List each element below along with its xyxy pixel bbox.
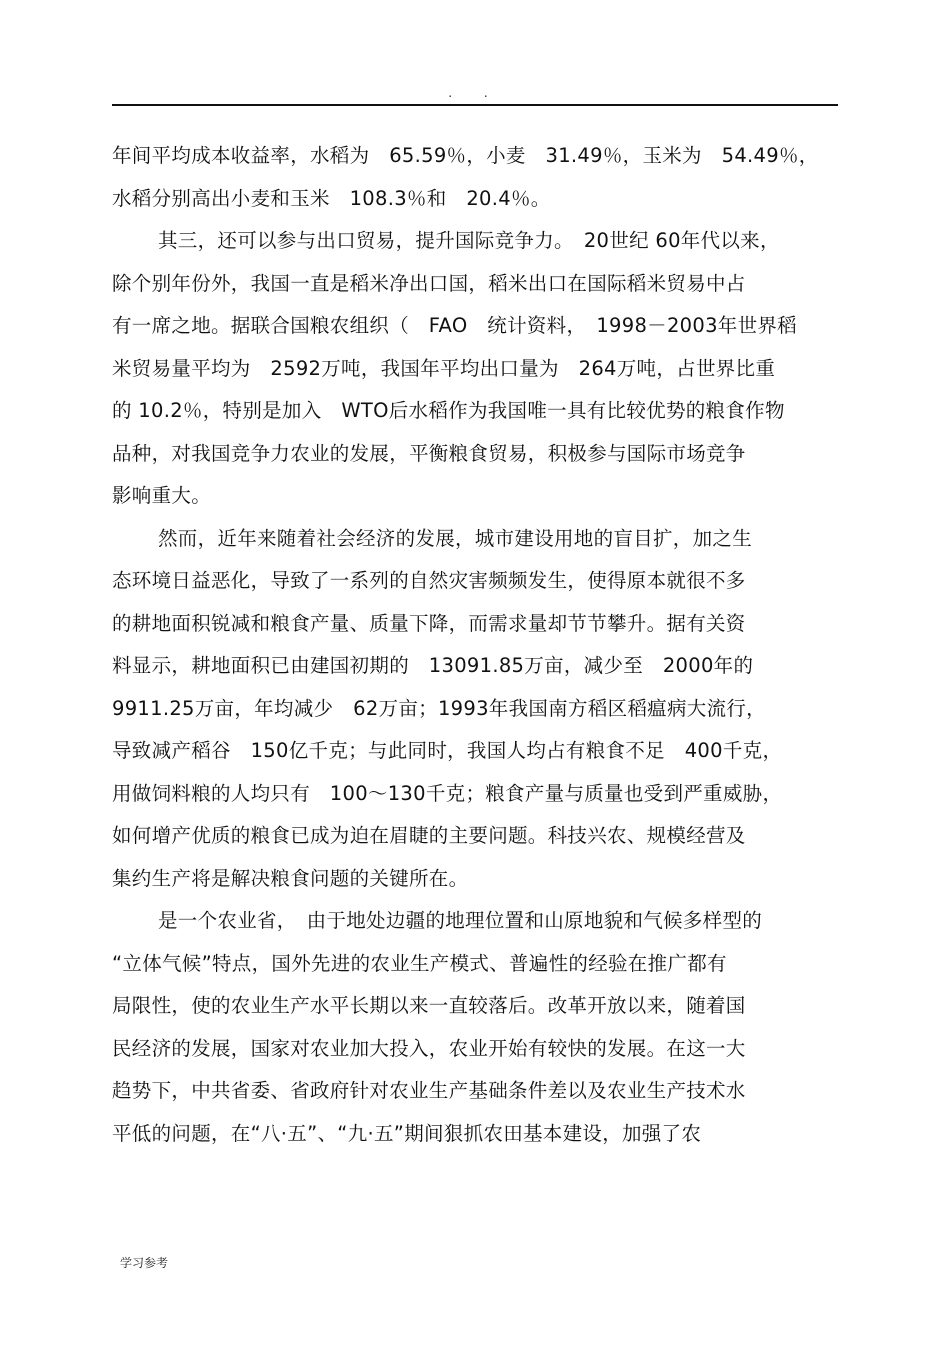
text-line: 的耕地面积锐减和粮食产量、质量下降，而需求量却节节攀升。据有关资 xyxy=(112,611,746,635)
text-line: 趋势下，中共省委、省政府针对农业生产基础条件差以及农业生产技术水 xyxy=(112,1079,746,1102)
text-line: 如何增产优质的粮食已成为迫在眉睫的主要问题。科技兴农、规模经营及 xyxy=(112,824,746,847)
text-line: 民经济的发展，国家对农业加大投入，农业开始有较快的发展。在这一大 xyxy=(112,1036,746,1060)
text-line: 导致减产稻谷 150亿千克；与此同时，我国人均占有粮食不足 400千克， xyxy=(112,739,783,762)
text-line: 集约生产将是解决粮食问题的关键所在。 xyxy=(112,866,469,890)
header-mark: . . xyxy=(448,86,502,100)
text-line: 除个别年份外，我国一直是稻米净出口国，稻米出口在国际稻米贸易中占 xyxy=(112,271,746,295)
text-line: 水稻分别高出小麦和玉米 108.3％和 20.4％。 xyxy=(112,186,551,210)
text-line: 9911.25万亩，年均减少 62万亩；1993年我国南方稻区稻瘟病大流行， xyxy=(112,696,766,720)
text-line: 态环境日益恶化，导致了一系列的自然灾害频频发生，使得原本就很不多 xyxy=(112,569,746,592)
text-line: “立体气候”特点，国外先进的农业生产模式、普遍性的经验在推广都有 xyxy=(112,951,727,975)
text-line: 品种，对我国竞争力农业的发展，平衡粮食贸易，积极参与国际市场竞争 xyxy=(112,441,746,465)
body-text xyxy=(112,135,838,1155)
text-line: 料显示，耕地面积已由建国初期的 13091.85万亩，减少至 2000年的 xyxy=(112,654,754,677)
text-line: 的 10.2％，特别是加入 WTO后水稻作为我国唯一具有比较优势的粮食作物 xyxy=(112,399,785,422)
header-rule xyxy=(112,104,838,106)
text-line: 年间平均成本收益率，水稻为 65.59％，小麦 31.49％，玉米为 54.49％， xyxy=(112,144,819,167)
text-line: 局限性，使的农业生产水平长期以来一直较落后。改革开放以来，随着国 xyxy=(112,994,746,1017)
text-line: 影响重大。 xyxy=(112,484,212,507)
text-line: 用做饲料粮的人均只有 100～130千克；粮食产量与质量也受到严重威胁， xyxy=(112,781,783,805)
text-line: 有一席之地。据联合国粮农组织（ FAO 统计资料， 1998－2003年世界稻 xyxy=(112,314,797,337)
text-line: 米贸易量平均为 2592万吨，我国年平均出口量为 264万吨，占世界比重 xyxy=(112,356,776,380)
text-line: 然而，近年来随着社会经济的发展，城市建设用地的盲目扩，加之生 xyxy=(158,526,753,550)
footer-label: 学习参考 xyxy=(120,1256,169,1270)
text-line: 是一个农业省， 由于地处边疆的地理位置和山原地貌和气候多样型的 xyxy=(158,909,763,932)
text-line: 平低的问题，在“八·五”、“九·五”期间狠抓农田基本建设，加强了农 xyxy=(112,1121,702,1145)
text-line: 其三，还可以参与出口贸易，提升国际竞争力。 20世纪 60年代以来， xyxy=(158,229,780,252)
